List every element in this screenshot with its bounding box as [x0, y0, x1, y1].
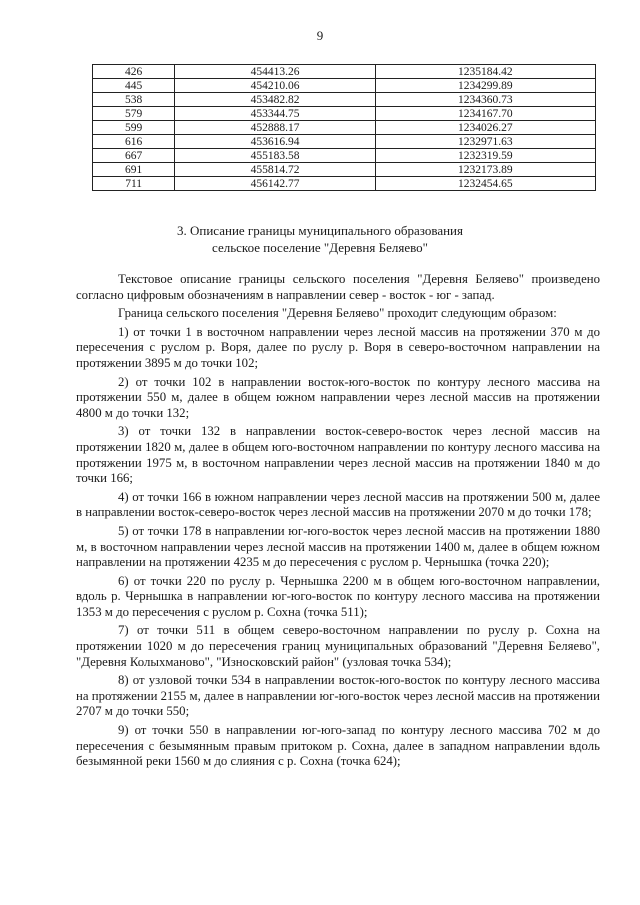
point-number-cell: 711	[93, 177, 175, 191]
x-coordinate-cell: 452888.17	[175, 121, 375, 135]
paragraph-item-8: 8) от узловой точки 534 в направлении восток-юго-восток по контуру лесного массива на протяжении 2155 м, далее в направлении юг-юго-восток через лесной массив на протяжении 2707 м до точки 550;	[76, 673, 600, 719]
paragraph-item-3: 3) от точки 132 в направлении восток-северо-восток через лесной массив на протяжении 1820 м, далее в общем юго-восточном направлении по контуру лесного массива на протяжении 1975 м, в восточном направлении через лесной массив на протяжении 1840 м до точки 166;	[76, 424, 600, 486]
y-coordinate-cell: 1232454.65	[375, 177, 595, 191]
y-coordinate-cell: 1234167.70	[375, 107, 595, 121]
coordinates-table	[92, 64, 596, 191]
x-coordinate-cell: 454210.06	[175, 79, 375, 93]
point-number-cell: 691	[93, 163, 175, 177]
paragraph-item-2: 2) от точки 102 в направлении восток-юго-восток по контуру лесного массива на протяжении 550 м, далее в общем южном направлении через лесной массив на протяжении 4800 м до точки 132;	[76, 374, 600, 420]
x-coordinate-cell: 455814.72	[175, 163, 375, 177]
point-number-cell: 538	[93, 93, 175, 107]
table-row	[93, 93, 596, 107]
table-row	[93, 163, 596, 177]
paragraph-item-5: 5) от точки 178 в направлении юг-юго-восток через лесной массив на протяжении 1880 м, в восточном направлении через лесной массив на протяжении 1400 м, далее в общем южном направлении на протяжении 4235 м до пересечения с руслом р. Чернышка (точка 220);	[76, 523, 600, 570]
y-coordinate-cell: 1234360.73	[375, 93, 595, 107]
y-coordinate-cell: 1232971.63	[375, 135, 595, 149]
y-coordinate-cell: 1234299.89	[375, 79, 595, 93]
y-coordinate-cell: 1235184.42	[375, 65, 595, 79]
paragraph-intro: Текстовое описание границы сельского поселения "Деревня Беляево" произведено согласно цифровым обозначениям в направлении север - восток - юг - запад.	[76, 272, 600, 302]
x-coordinate-cell: 453616.94	[175, 135, 375, 149]
point-number-cell: 426	[93, 65, 175, 79]
table-row	[93, 65, 596, 79]
section-title-line-2: сельское поселение "Деревня Беляево"	[212, 240, 428, 255]
x-coordinate-cell: 456142.77	[175, 177, 375, 191]
page-number: 9	[316, 28, 324, 43]
point-number-cell: 599	[93, 121, 175, 135]
x-coordinate-cell: 453344.75	[175, 107, 375, 121]
y-coordinate-cell: 1232319.59	[375, 149, 595, 163]
paragraph-item-7: 7) от точки 511 в общем северо-восточном направлении по руслу р. Сохна на протяжении 1020 м до пересечения границ муниципальных образований "Деревня Беляево", "Деревня Колыхманово", "Износковский район" (узловая точка 534);	[76, 623, 600, 669]
table-row	[93, 121, 596, 135]
x-coordinate-cell: 454413.26	[175, 65, 375, 79]
section-title	[0, 222, 640, 256]
table-row	[93, 79, 596, 93]
table-row	[93, 135, 596, 149]
point-number-cell: 616	[93, 135, 175, 149]
paragraph-item-6: 6) от точки 220 по руслу р. Чернышка 2200 м в общем юго-восточном направлении, вдоль р. Чернышка в направлении юг-юго-восток по контуру лесного массива на протяжении 1353 м до пересечения с руслом р. Сохна (точка 511);	[76, 573, 600, 619]
boundary-description	[76, 272, 600, 773]
table-row	[93, 149, 596, 163]
paragraph-route-intro: Граница сельского поселения "Деревня Беляево" проходит следующим образом:	[118, 306, 557, 321]
x-coordinate-cell: 455183.58	[175, 149, 375, 163]
point-number-cell: 667	[93, 149, 175, 163]
point-number-cell: 579	[93, 107, 175, 121]
section-title-line-1: 3. Описание границы муниципального образования	[177, 223, 463, 238]
paragraph-item-4: 4) от точки 166 в южном направлении через лесной массив на протяжении 500 м, далее в направлении восток-северо-восток через лесной массив на протяжении 2070 м до точки 178;	[76, 489, 600, 520]
paragraph-item-9: 9) от точки 550 в направлении юг-юго-запад по контуру лесного массива 702 м до пересечения с безымянным правым притоком р. Сохна, далее в западном направлении вдоль безымянной реки 1560 м до слияния с р. Сохна (точка 624);	[76, 723, 600, 769]
x-coordinate-cell: 453482.82	[175, 93, 375, 107]
point-number-cell: 445	[93, 79, 175, 93]
y-coordinate-cell: 1234026.27	[375, 121, 595, 135]
paragraph-item-1: 1) от точки 1 в восточном направлении через лесной массив на протяжении 370 м до пересечения с руслом р. Воря, далее по руслу р. Воря в северо-восточном направлении на протяжении 3895 м до точки 102;	[76, 324, 600, 370]
table-row	[93, 177, 596, 191]
y-coordinate-cell: 1232173.89	[375, 163, 595, 177]
table-row	[93, 107, 596, 121]
